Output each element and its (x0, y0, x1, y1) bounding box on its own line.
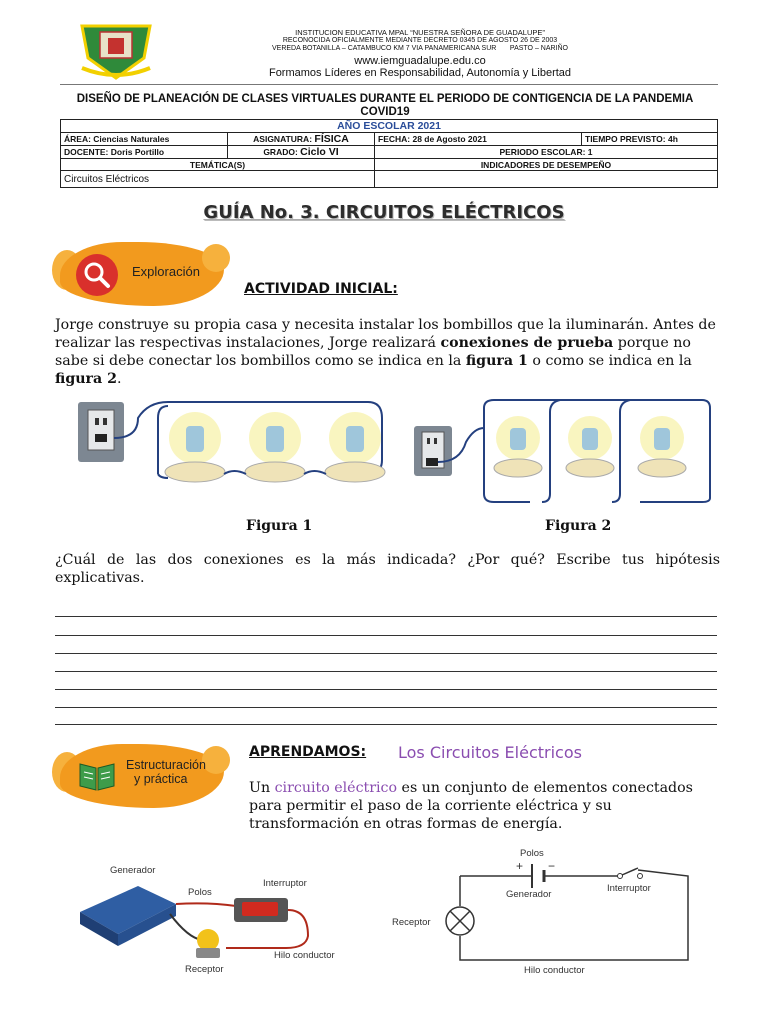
info-table (60, 119, 718, 188)
header-institution: INSTITUCION EDUCATIVA MPAL “NUESTRA SEÑORA DE GUADALUPE” (295, 28, 545, 37)
indicators-header: INDICADORES DE DESEMPEÑO (375, 159, 718, 171)
svg-text:+: + (516, 859, 524, 873)
figure-2-label: Figura 2 (545, 518, 612, 534)
bulb-icon (196, 929, 220, 958)
schematic-label-wire: Hilo conductor (524, 965, 585, 976)
diagram-label-generator: Generador (110, 865, 156, 876)
header-motto: Formamos Líderes en Responsabilidad, Autonomía y Libertad (268, 67, 572, 79)
figure-1-image (68, 398, 398, 504)
figure-2-image (410, 398, 720, 504)
schematic-label-receptor: Receptor (392, 917, 431, 928)
structuring-label-line2: y práctica (134, 772, 188, 786)
diagram-label-poles: Polos (188, 887, 212, 898)
svg-text:−: − (548, 859, 556, 873)
teacher-cell: DOCENTE: Doris Portillo (61, 146, 228, 159)
theme-value: Circuitos Eléctricos (61, 171, 375, 188)
answer-line[interactable] (55, 653, 717, 654)
date-cell: FECHA: 28 de Agosto 2021 (375, 133, 582, 146)
area-cell: ÁREA: Ciencias Naturales (61, 133, 228, 146)
initial-activity-heading: ACTIVIDAD INICIAL: (244, 281, 398, 297)
learn-heading: APRENDAMOS: (249, 744, 367, 760)
answer-line[interactable] (55, 689, 717, 690)
learn-text-start: Un (249, 780, 275, 796)
header-website[interactable]: www.iemguadalupe.edu.co (354, 55, 486, 67)
diagram-label-receptor: Receptor (185, 964, 224, 975)
header-divider (60, 84, 718, 85)
grade-label: GRADO: (263, 147, 298, 157)
header-address: VEREDA BOTANILLA – CATAMBUCO KM 7 VIA PANAMERICANA SUR PASTO – NARIÑO (271, 45, 569, 52)
schematic-label-generator: Generador (506, 889, 552, 900)
answer-line[interactable] (55, 616, 717, 617)
guide-title: GUÍA No. 3. CIRCUITOS ELÉCTRICOS (203, 202, 565, 223)
learn-text-rest: es un conjunto de elementos conectados para permitir el paso de la corriente eléctrica y su transformación en otras formas de energía. (249, 780, 693, 832)
school-year: AÑO ESCOLAR 2021 (61, 120, 718, 133)
grade-cell (228, 146, 375, 159)
theme-header: TEMÁTICA(S) (61, 159, 375, 171)
structuring-label-line1: Estructuración (126, 758, 206, 772)
answer-line[interactable] (55, 671, 717, 672)
period-cell: PERIODO ESCOLAR: 1 (375, 146, 718, 159)
subject-value: FÍSICA (314, 133, 349, 145)
school-logo (78, 18, 154, 82)
battery-icon (80, 886, 176, 946)
header-recognition: RECONOCIDA OFICIALMENTE MEDIANTE DECRETO 0345 DE AGOSTO 26 DE 2003 (282, 37, 558, 44)
figure-1-label: Figura 1 (246, 518, 313, 534)
structuring-badge (52, 738, 232, 814)
para-text-2: porque no sabe si debe conectar los bombillos como se indica en la (55, 335, 691, 369)
schematic-label-poles: Polos (520, 848, 544, 859)
switch-icon (234, 898, 288, 922)
grade-value: Ciclo VI (300, 146, 339, 158)
lamp-symbol-icon (446, 907, 474, 935)
answer-line[interactable] (55, 635, 717, 636)
answer-line[interactable] (55, 724, 717, 725)
book-icon (78, 760, 116, 792)
subject-label: ASIGNATURA: (253, 134, 313, 144)
plan-title: DISEÑO DE PLANEACIÓN DE CLASES VIRTUALES DURANTE EL PERIODO DE CONTIGENCIA DE LA PANDEMIA COVID19 (76, 93, 694, 118)
diagram-label-switch: Interruptor (263, 878, 307, 889)
circuit-diagram-illustration (58, 842, 378, 982)
para-text-3: o como se indica en la (527, 353, 692, 369)
structuring-label (126, 758, 206, 786)
circuit-link[interactable]: circuito eléctrico (274, 780, 398, 796)
para-text-1: Jorge construye su propia casa y necesita instalar los bombillos que la iluminarán. Antes de realizar las respectivas instalaciones, Jorge realizará (55, 317, 716, 351)
magnifier-icon (74, 252, 120, 298)
hypothesis-question: ¿Cuál de las dos conexiones es la más indicada? ¿Por qué? Escribe tus hipótesis explicativas. (55, 552, 720, 586)
time-cell: TIEMPO PREVISTO: 4h (582, 133, 718, 146)
schematic-label-switch: Interruptor (607, 883, 651, 894)
para-bold-2: figura 1 (465, 353, 528, 369)
battery-symbol-icon (516, 859, 555, 888)
subject-cell (228, 133, 375, 146)
answer-line[interactable] (55, 707, 717, 708)
circuit-schematic (388, 840, 698, 980)
learn-paragraph (249, 779, 719, 833)
para-bold-1: conexiones de prueba (440, 335, 614, 351)
exploration-paragraph (55, 316, 720, 388)
para-bold-3: figura 2 (55, 371, 118, 387)
exploration-label: Exploración (132, 264, 200, 279)
diagram-label-wire: Hilo conductor (274, 950, 335, 961)
para-text-4: . (117, 371, 122, 387)
exploration-badge (52, 236, 232, 312)
indicators-value (375, 171, 718, 188)
learn-subheading: Los Circuitos Eléctricos (398, 743, 582, 762)
